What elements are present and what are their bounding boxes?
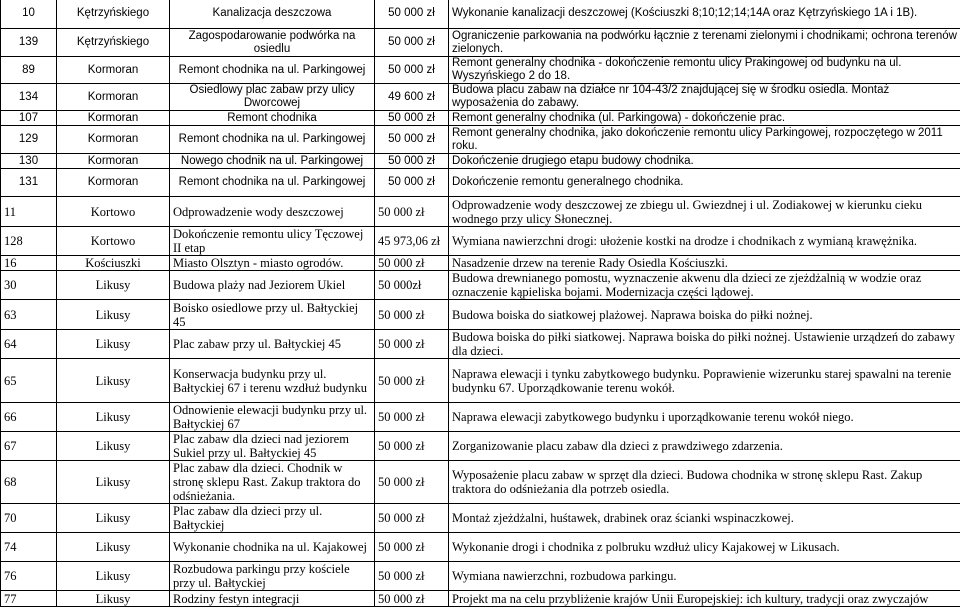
row-amount: 50 000 zł	[375, 300, 449, 330]
row-number: 134	[1, 84, 57, 111]
row-number: 66	[1, 403, 57, 432]
row-name: Plac zabaw dla dzieci nad jeziorem Sukiel przy ul. Bałtyckiej 45	[170, 432, 375, 461]
row-number: 67	[1, 432, 57, 461]
row-name: Rozbudowa parkingu przy kościele przy ul. Bałtyckiej	[170, 562, 375, 591]
row-amount: 50 000 zł	[375, 57, 449, 84]
row-name: Nowego chodnik na ul. Parkingowej	[170, 154, 375, 169]
row-place: Likusy	[57, 533, 170, 562]
row-amount: 45 973,06 zł	[375, 227, 449, 256]
row-amount: 50 000 zł	[375, 29, 449, 57]
row-description: Wymiana nawierzchni, rozbudowa parkingu.	[449, 562, 960, 591]
table-row	[1, 154, 960, 169]
row-name: Plac zabaw dla dzieci przy ul. Bałtyckiej	[170, 504, 375, 533]
row-amount: 50 000 zł	[375, 562, 449, 591]
row-number: 63	[1, 300, 57, 330]
row-place: Likusy	[57, 330, 170, 359]
row-name: Miasto Olsztyn - miasto ogrodów.	[170, 256, 375, 271]
table-row	[1, 591, 960, 607]
row-amount: 50 000 zł	[375, 154, 449, 169]
row-amount: 50 000 zł	[375, 197, 449, 227]
row-description: Budowa boiska do piłki siatkowej. Naprawa boiska do piłki nożnej. Ustawienie urządzeń do zabawy dla dzieci.	[449, 330, 960, 359]
row-name: Odnowienie elewacji budynku przy ul. Bałtyckiej 67	[170, 403, 375, 432]
row-amount: 50 000 zł	[375, 432, 449, 461]
row-place: Kościuszki	[57, 256, 170, 271]
row-place: Kormoran	[57, 169, 170, 197]
table-row	[1, 461, 960, 504]
row-number: 107	[1, 111, 57, 126]
row-name: Konserwacja budynku przy ul. Bałtyckiej 67 i terenu wzdłuż budynku	[170, 359, 375, 403]
row-number: 30	[1, 271, 57, 300]
table-row	[1, 300, 960, 330]
row-name: Osiedlowy plac zabaw przy ulicy Dworcowej	[170, 84, 375, 111]
row-description: Remont generalny chodnika (ul. Parkingowa) - dokończenie prac.	[449, 111, 960, 126]
row-description: Wyposażenie placu zabaw w sprzęt dla dzieci. Budowa chodnika w stronę sklepu Rast. Zakup traktora do odśnieżania dla potrzeb osiedla.	[449, 461, 960, 504]
row-place: Kormoran	[57, 154, 170, 169]
table-row	[1, 111, 960, 126]
table-row	[1, 533, 960, 562]
row-description: Odprowadzenie wody deszczowej ze zbiegu ul. Gwiezdnej i ul. Zodiakowej w kierunku cieku wodnego przy ulicy Słonecznej.	[449, 197, 960, 227]
row-description: Budowa placu zabaw na działce nr 104-43/2 znajdującej się w środku osiedla. Montaż wyposażenia do zabawy.	[449, 84, 960, 111]
row-description: Naprawa elewacji i tynku zabytkowego budynku. Poprawienie wizerunku starej spawalni na terenie budynku 67. Uporządkowanie terenu wokół.	[449, 359, 960, 403]
row-name: Plac zabaw dla dzieci. Chodnik w stronę sklepu Rast. Zakup traktora do odśnieżania.	[170, 461, 375, 504]
row-number: 130	[1, 154, 57, 169]
row-description: Budowa drewnianego pomostu, wyznaczenie akwenu dla dzieci ze zjeżdżalnią w wodzie oraz oznaczenie kąpieliska bojami. Modernizacja części lądowej.	[449, 271, 960, 300]
row-name: Remont chodnika na ul. Parkingowej	[170, 126, 375, 154]
row-place: Kortowo	[57, 197, 170, 227]
row-number: 74	[1, 533, 57, 562]
row-description: Wymiana nawierzchni drogi: ułożenie kostki na drodze i chodnikach z wymianą krawężnika.	[449, 227, 960, 256]
row-name: Boisko osiedlowe przy ul. Bałtyckiej 45	[170, 300, 375, 330]
row-amount: 50 000 zł	[375, 591, 449, 607]
row-name: Odprowadzenie wody deszczowej	[170, 197, 375, 227]
row-name: Budowa plaży nad Jeziorem Ukiel	[170, 271, 375, 300]
row-name: Remont chodnika	[170, 111, 375, 126]
table-row	[1, 169, 960, 197]
row-amount: 50 000 zł	[375, 126, 449, 154]
row-place: Likusy	[57, 461, 170, 504]
row-amount: 50 000 zł	[375, 403, 449, 432]
table-row	[1, 562, 960, 591]
row-description: Wykonanie kanalizacji deszczowej (Kościuszki 8;10;12;14;14A oraz Kętrzyńskiego 1A i 1B).	[449, 0, 960, 29]
row-number: 77	[1, 591, 57, 607]
row-number: 128	[1, 227, 57, 256]
row-name: Zagospodarowanie podwórka na osiedlu	[170, 29, 375, 57]
row-amount: 50 000 zł	[375, 111, 449, 126]
row-amount: 50 000 zł	[375, 0, 449, 29]
row-amount: 50 000 zł	[375, 533, 449, 562]
row-description: Dokończenie remontu generalnego chodnika.	[449, 169, 960, 197]
row-amount: 50 000zł	[375, 271, 449, 300]
table-row	[1, 504, 960, 533]
row-amount: 49 600 zł	[375, 84, 449, 111]
row-description: Nasadzenie drzew na terenie Rady Osiedla Kościuszki.	[449, 256, 960, 271]
row-place: Likusy	[57, 504, 170, 533]
row-number: 89	[1, 57, 57, 84]
table-row	[1, 432, 960, 461]
row-amount: 50 000 zł	[375, 256, 449, 271]
row-amount: 50 000 zł	[375, 169, 449, 197]
row-name: Plac zabaw przy ul. Bałtyckiej 45	[170, 330, 375, 359]
row-place: Likusy	[57, 359, 170, 403]
row-description: Projekt ma na celu przybliżenie krajów Unii Europejskiej: ich kultury, tradycji oraz zwyczajów	[449, 591, 960, 607]
row-amount: 50 000 zł	[375, 359, 449, 403]
row-number: 131	[1, 169, 57, 197]
projects-table-body	[1, 0, 960, 607]
row-number: 76	[1, 562, 57, 591]
row-name: Remont chodnika na ul. Parkingowej	[170, 169, 375, 197]
table-row	[1, 197, 960, 227]
row-place: Likusy	[57, 591, 170, 607]
row-place: Kormoran	[57, 57, 170, 84]
row-number: 10	[1, 0, 57, 29]
table-row	[1, 227, 960, 256]
row-number: 65	[1, 359, 57, 403]
row-place: Likusy	[57, 300, 170, 330]
table-row	[1, 330, 960, 359]
row-number: 64	[1, 330, 57, 359]
row-place: Kormoran	[57, 84, 170, 111]
row-place: Kortowo	[57, 227, 170, 256]
row-number: 68	[1, 461, 57, 504]
row-description: Naprawa elewacji zabytkowego budynku i uporządkowanie terenu wokół niego.	[449, 403, 960, 432]
row-amount: 50 000 zł	[375, 461, 449, 504]
row-amount: 50 000 zł	[375, 504, 449, 533]
table-row	[1, 84, 960, 111]
row-description: Zorganizowanie placu zabaw dla dzieci z prawdziwego zdarzenia.	[449, 432, 960, 461]
row-description: Montaż zjeżdżalni, huśtawek, drabinek oraz ścianki wspinaczkowej.	[449, 504, 960, 533]
row-name: Remont chodnika na ul. Parkingowej	[170, 57, 375, 84]
table-row	[1, 271, 960, 300]
row-description: Remont generalny chodnika - dokończenie remontu ulicy Prakingowej od budynku na ul. Wyszyńskiego 2 do 18.	[449, 57, 960, 84]
row-number: 129	[1, 126, 57, 154]
table-row	[1, 359, 960, 403]
row-name: Wykonanie chodnika na ul. Kajakowej	[170, 533, 375, 562]
row-place: Likusy	[57, 403, 170, 432]
row-number: 16	[1, 256, 57, 271]
row-place: Kętrzyńskiego	[57, 0, 170, 29]
row-number: 139	[1, 29, 57, 57]
row-name: Kanalizacja deszczowa	[170, 0, 375, 29]
table-row	[1, 0, 960, 29]
row-description: Ograniczenie parkowania na podwórku łącznie z terenami zielonymi i chodnikami; ochrona terenów zielonych.	[449, 29, 960, 57]
table-row	[1, 256, 960, 271]
row-place: Kormoran	[57, 126, 170, 154]
row-description: Dokończenie drugiego etapu budowy chodnika.	[449, 154, 960, 169]
table-row	[1, 403, 960, 432]
row-name: Rodziny festyn integracji	[170, 591, 375, 607]
row-description: Budowa boiska do siatkowej plażowej. Naprawa boiska do piłki nożnej.	[449, 300, 960, 330]
row-description: Remont generalny chodnika, jako dokończenie remontu ulicy Parkingowej, rozpoczętego w 2011 roku.	[449, 126, 960, 154]
table-row	[1, 29, 960, 57]
row-number: 70	[1, 504, 57, 533]
row-description: Wykonanie drogi i chodnika z polbruku wzdłuż ulicy Kajakowej w Likusach.	[449, 533, 960, 562]
row-number: 11	[1, 197, 57, 227]
row-place: Kormoran	[57, 111, 170, 126]
table-row	[1, 126, 960, 154]
row-place: Likusy	[57, 432, 170, 461]
table-row	[1, 57, 960, 84]
row-place: Likusy	[57, 562, 170, 591]
row-place: Likusy	[57, 271, 170, 300]
row-name: Dokończenie remontu ulicy Tęczowej II etap	[170, 227, 375, 256]
row-place: Kętrzyńskiego	[57, 29, 170, 57]
row-amount: 50 000 zł	[375, 330, 449, 359]
